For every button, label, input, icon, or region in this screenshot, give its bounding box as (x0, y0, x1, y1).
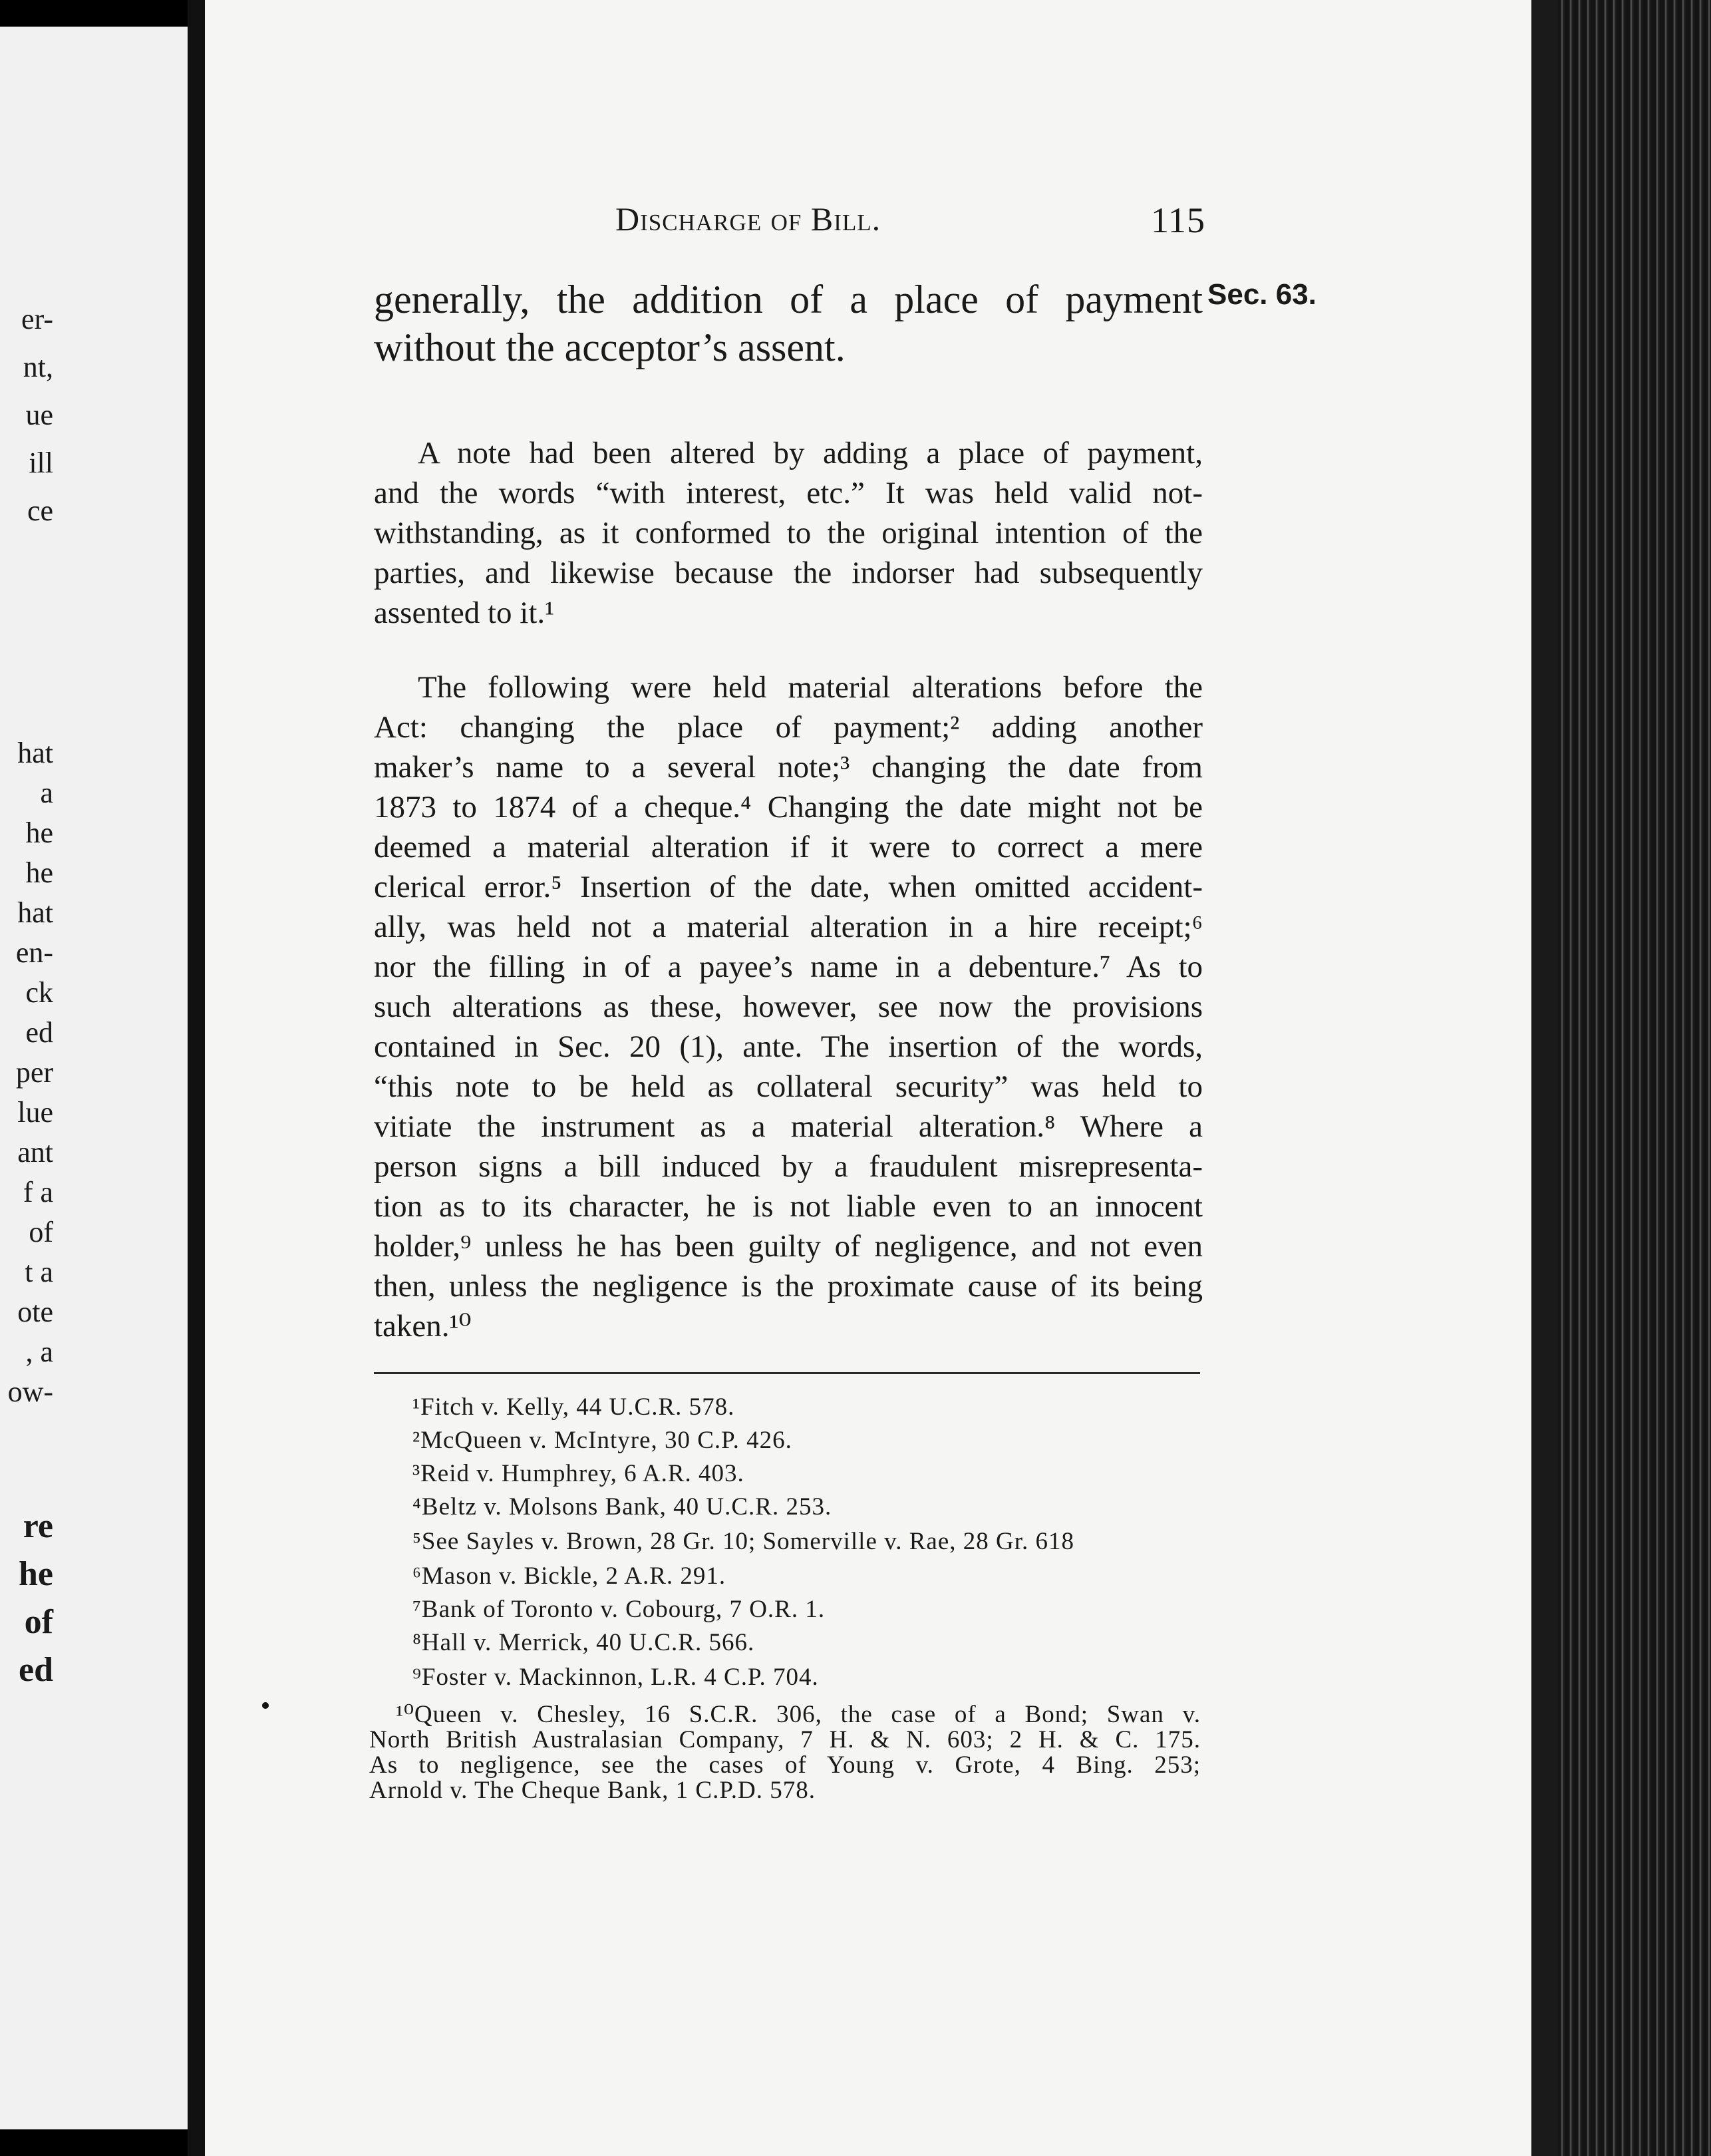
body-line: contained in Sec. 20 (1), ante. The insertion of the words, (374, 1029, 1203, 1064)
footnote-rule (374, 1372, 1200, 1374)
page-edge-shadow (1531, 0, 1558, 2156)
body-line: Act: changing the place of payment;² adding another (374, 710, 1203, 745)
body-line: clerical error.⁵ Insertion of the date, when omitted accident- (374, 870, 1203, 904)
body-line: tion as to its character, he is not liable even to an innocent (374, 1189, 1203, 1224)
facing-page-fragment: hat (17, 896, 53, 929)
facing-page-fragment: t a (25, 1256, 53, 1288)
facing-page-fragment: a (40, 777, 53, 809)
running-header: Discharge of Bill. (615, 200, 881, 238)
body-line: person signs a bill induced by a fraudulent misrepresenta- (374, 1149, 1203, 1184)
facing-page-fragment: of (24, 1603, 53, 1641)
facing-page-fragment: ill (29, 447, 53, 479)
body-line: nor the filling in of a payee’s name in a debenture.⁷ As to (374, 950, 1203, 984)
body-line: The following were held material alterations before the (418, 670, 1203, 705)
footnote: ³Reid v. Humphrey, 6 A.R. 403. (412, 1460, 744, 1487)
footnote: ⁷Bank of Toronto v. Cobourg, 7 O.R. 1. (412, 1596, 826, 1623)
footnote: ¹⁰Queen v. Chesley, 16 S.C.R. 306, the case of a Bond; Swan v. (396, 1701, 1201, 1728)
facing-page-fragment: he (25, 816, 53, 849)
facing-page-fragment: ow- (7, 1375, 53, 1408)
facing-page-fragment: hat (17, 737, 53, 769)
body-line: such alterations as these, however, see now the provisions (374, 989, 1203, 1024)
footnote: ⁴Beltz v. Molsons Bank, 40 U.C.R. 253. (412, 1493, 832, 1521)
facing-page-fragment: er- (21, 303, 53, 335)
facing-page (0, 27, 200, 2129)
page-number: 115 (1151, 200, 1205, 240)
facing-page-fragment: nt, (23, 351, 53, 383)
footnote: ²McQueen v. McIntyre, 30 C.P. 426. (412, 1427, 792, 1454)
footnote: North British Australasian Company, 7 H. & N. 603; 2 H. & C. 175. (369, 1726, 1201, 1753)
facing-page-fragment: en- (15, 936, 53, 969)
body-line: generally, the addition of a place of payment (374, 277, 1203, 321)
body-line: A note had been altered by adding a place of payment, (418, 436, 1203, 470)
body-line: withstanding, as it conformed to the original intention of the (374, 516, 1203, 550)
footnote: ⁵See Sayles v. Brown, 28 Gr. 10; Somerville v. Rae, 28 Gr. 618 (412, 1528, 1075, 1555)
facing-page-fragment: ote (17, 1296, 53, 1328)
footnote: ¹Fitch v. Kelly, 44 U.C.R. 578. (412, 1393, 735, 1421)
footnote: ⁶Mason v. Bickle, 2 A.R. 291. (412, 1562, 726, 1590)
facing-page-fragment: ant (17, 1136, 53, 1168)
page-edges (1531, 0, 1711, 2156)
facing-page-fragment: ce (27, 494, 53, 527)
footnote: Arnold v. The Cheque Bank, 1 C.P.D. 578. (369, 1777, 816, 1804)
facing-page-fragment: ck (25, 976, 53, 1009)
body-line: and the words “with interest, etc.” It was held valid not- (374, 476, 1203, 510)
body-line: maker’s name to a several note;³ changing the date from (374, 750, 1203, 785)
footnote: ⁸Hall v. Merrick, 40 U.C.R. 566. (412, 1629, 755, 1656)
body-line: “this note to be held as collateral security” was held to (374, 1069, 1203, 1104)
body-line: vitiate the instrument as a material alteration.⁸ Where a (374, 1109, 1203, 1144)
facing-page-fragment: ed (19, 1651, 53, 1689)
facing-page-fragment: ed (25, 1016, 53, 1049)
facing-page-fragment: lue (17, 1096, 53, 1129)
facing-page-fragment: , a (25, 1336, 53, 1368)
body-line: holder,⁹ unless he has been guilty of negligence, and not even (374, 1229, 1203, 1264)
facing-page-fragment: ue (25, 399, 53, 431)
footnote: As to negligence, see the cases of Young v. Grote, 4 Bing. 253; (369, 1751, 1201, 1779)
footnote: ⁹Foster v. Mackinnon, L.R. 4 C.P. 704. (412, 1664, 819, 1691)
body-line: assented to it.¹ (374, 596, 555, 630)
margin-section-note: Sec. 63. (1207, 278, 1317, 311)
facing-page-fragment: per (15, 1056, 53, 1089)
body-line: then, unless the negligence is the proximate cause of its being (374, 1269, 1203, 1304)
body-line: taken.¹⁰ (374, 1309, 472, 1344)
facing-page-fragment: f a (23, 1176, 53, 1208)
body-line: parties, and likewise because the indorser had subsequently (374, 556, 1203, 590)
book-gutter (188, 0, 206, 2156)
body-line: 1873 to 1874 of a cheque.⁴ Changing the date might not be (374, 790, 1203, 824)
body-line: without the acceptor’s assent. (374, 325, 846, 369)
body-line: deemed a material alteration if it were to correct a mere (374, 830, 1203, 864)
ink-speck (262, 1702, 269, 1709)
facing-page-fragment: re (23, 1507, 53, 1545)
body-line: ally, was held not a material alteration in a hire receipt;⁶ (374, 910, 1203, 944)
facing-page-fragment: of (29, 1216, 53, 1248)
facing-page-fragment: he (25, 856, 53, 889)
facing-page-fragment: he (19, 1555, 53, 1593)
